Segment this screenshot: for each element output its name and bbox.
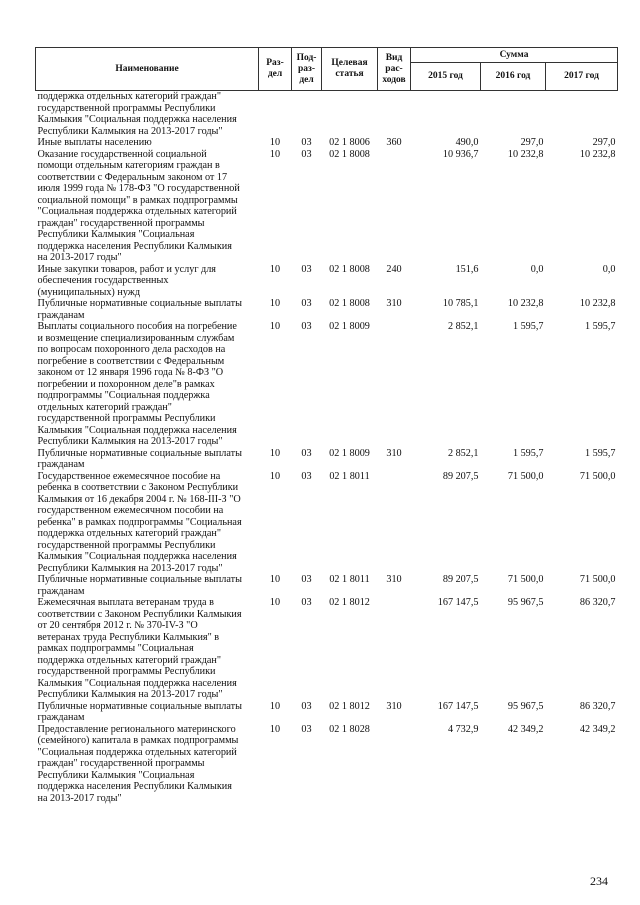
- row-sum-2015: [411, 91, 481, 138]
- row-razdel: 10: [269, 574, 281, 585]
- table-row: [36, 471, 618, 575]
- row-vid: [378, 321, 411, 448]
- row-sum-2017: 0,0: [602, 263, 616, 275]
- row-podrazdel: [292, 91, 322, 138]
- row-name: Оказание государственной социальной помощи отдельным категориям граждан в соответствии с Федеральным законом от 17 июля 1999 года № 178-ФЗ "О государственной социальной помощи" в рамках подпрограммы "Социальная поддержка отдельных категорий граждан" государственной программы Республики Калмыкия "Социальная поддержка населения Республики Калмыкия на 2013-2017 годы": [37, 148, 240, 263]
- row-name: Предоставление регионального материнского (семейного) капитала в рамках подпрограммы "Социальная поддержка отдельных категорий граждан" государственной программы Республики Калмыкия "Социальная поддержка населения Республики Калмыкия на 2013-2017 годы": [37, 723, 239, 804]
- row-sum-2015: 2 852,1: [447, 447, 479, 459]
- row-razdel: 10: [269, 263, 281, 275]
- row-target: 02 1 8009: [329, 447, 370, 459]
- table-row: [36, 137, 618, 149]
- row-name: поддержка отдельных категорий граждан" государственной программы Республики Калмыкия "Социальная поддержка населения Республики Калмыкия на 2013-2017 годы": [37, 91, 237, 137]
- table-row: [36, 91, 618, 138]
- row-sum-2015: 89 207,5: [442, 574, 479, 585]
- row-sum-2016: 0,0: [530, 263, 544, 275]
- row-razdel: 10: [269, 597, 281, 608]
- row-target: 02 1 8011: [329, 470, 370, 482]
- row-razdel: [259, 91, 292, 138]
- row-sum-2016: 95 967,5: [507, 597, 544, 608]
- row-sum-2016: 1 595,7: [512, 447, 544, 459]
- row-target: 02 1 8012: [329, 597, 370, 608]
- row-name: Выплаты социального пособия на погребение и возмещение специализированным службам по вопросам похоронного дела расходов на погребение в соответствии с Федеральным законом от 12 января 1996 года № 8-ФЗ "О погребении и похоронном деле"в рамках подпрограммы "Социальная поддержка отдельных категорий граждан" государственной программы Республики Калмыкия "Социальная поддержка населения Республики Калмыкия на 2013-2017 годы": [37, 321, 237, 447]
- row-sum-2017: 42 349,2: [579, 723, 616, 735]
- row-target: 02 1 8011: [329, 574, 370, 585]
- table-row: [36, 298, 618, 321]
- row-sum-2017: 1 595,7: [584, 321, 616, 332]
- row-sum-2017: 71 500,0: [579, 574, 616, 585]
- row-sum-2017: 297,0: [592, 137, 616, 148]
- row-sum-2015: 167 147,5: [437, 700, 479, 712]
- header-target-text: Целевая статья: [331, 58, 368, 79]
- row-name: Иные закупки товаров, работ и услуг для обеспечения государственных (муниципальных) нужд: [37, 263, 216, 298]
- row-vid: [378, 149, 411, 264]
- row-vid: [378, 597, 411, 701]
- row-podrazdel: 03: [301, 597, 312, 608]
- row-sum-2017: 1 595,7: [584, 447, 616, 459]
- row-podrazdel: 03: [301, 298, 312, 309]
- row-razdel: 10: [269, 470, 281, 482]
- budget-table: [35, 47, 618, 804]
- row-target: 02 1 8009: [329, 321, 370, 332]
- row-sum-2015: 10 785,1: [442, 298, 479, 309]
- header-razdel-text: Раз- дел: [266, 58, 284, 79]
- header-vid: [378, 48, 411, 91]
- row-sum-2017: 71 500,0: [579, 470, 616, 482]
- row-podrazdel: 03: [301, 137, 312, 148]
- table-row: [36, 149, 618, 264]
- row-razdel: 10: [269, 298, 281, 309]
- table-row: [36, 448, 618, 471]
- row-sum-2015: 151,6: [455, 263, 479, 275]
- row-sum-2016: 71 500,0: [507, 574, 544, 585]
- header-podrazdel: [292, 48, 322, 91]
- row-name: Ежемесячная выплата ветеранам труда в соответствии с Законом Республики Калмыкия от 20 сентября 2012 г. № 370-IV-З "О ветеранах труда Республики Калмыкия" в рамках подпрограммы "Социальная поддержка отдельных категорий граждан" государственной программы Республики Калмыкия "Социальная поддержка населения Республики Калмыкия на 2013-2017 годы": [37, 597, 242, 700]
- row-razdel: 10: [269, 723, 281, 735]
- row-name: Публичные нормативные социальные выплаты гражданам: [37, 298, 242, 321]
- row-razdel: 10: [269, 137, 281, 148]
- row-sum-2016: 10 232,8: [507, 298, 544, 309]
- header-vid-text: Вид рас- ходов: [382, 52, 406, 85]
- header-sum: Сумма: [411, 48, 618, 63]
- row-sum-2017: 10 232,8: [579, 148, 616, 160]
- header-podrazdel-text: Под- раз- дел: [296, 52, 317, 85]
- table-row: [36, 264, 618, 299]
- row-podrazdel: 03: [301, 470, 312, 482]
- row-name: Публичные нормативные социальные выплаты гражданам: [37, 574, 242, 597]
- row-razdel: 10: [269, 148, 281, 160]
- row-target: 02 1 8028: [329, 723, 370, 735]
- row-sum-2015: 167 147,5: [437, 597, 479, 608]
- row-vid: 310: [386, 447, 402, 459]
- row-sum-2016: 10 232,8: [507, 148, 544, 160]
- table-row: [36, 701, 618, 724]
- row-podrazdel: 03: [301, 263, 312, 275]
- table-body: [36, 91, 618, 805]
- row-razdel: 10: [269, 700, 281, 712]
- row-sum-2015: 4 732,9: [447, 723, 479, 735]
- row-podrazdel: 03: [301, 321, 312, 332]
- row-name: Государственное ежемесячное пособие на ребенка в соответствии с Законом Республики Калмыкия от 16 декабря 2004 г. № 168-III-З "О государственном ежемесячном пособии на ребенка" в рамках подпрограммы "Социальная поддержка отдельных категорий граждан" государственной программы Республики Калмыкия "Социальная поддержка населения Республики Калмыкия на 2013-2017 годы": [37, 470, 242, 574]
- row-sum-2015: 2 852,1: [447, 321, 479, 332]
- row-sum-2017: 86 320,7: [579, 597, 616, 608]
- row-vid: 360: [386, 137, 402, 148]
- table-row: [36, 597, 618, 701]
- row-vid: [378, 724, 411, 805]
- row-podrazdel: 03: [301, 700, 312, 712]
- row-podrazdel: 03: [301, 447, 312, 459]
- table-row: [36, 321, 618, 448]
- row-vid: 310: [386, 298, 402, 309]
- row-podrazdel: 03: [301, 574, 312, 585]
- row-target: 02 1 8008: [329, 148, 370, 160]
- page-number: 234: [590, 874, 608, 888]
- row-name: Иные выплаты населению: [37, 137, 152, 148]
- header-2015: 2015 год: [411, 63, 481, 91]
- header-2017: 2017 год: [546, 63, 618, 91]
- row-sum-2016: 71 500,0: [507, 470, 544, 482]
- row-sum-2017: [546, 91, 618, 138]
- row-name: Публичные нормативные социальные выплаты гражданам: [37, 700, 242, 723]
- row-sum-2016: [481, 91, 546, 138]
- row-name: Публичные нормативные социальные выплаты гражданам: [37, 447, 242, 470]
- row-sum-2016: 42 349,2: [507, 723, 544, 735]
- row-vid: 310: [386, 700, 402, 712]
- row-target: 02 1 8006: [329, 137, 370, 148]
- table-header: [36, 48, 618, 91]
- row-sum-2015: 10 936,7: [442, 148, 479, 160]
- row-target: 02 1 8008: [329, 298, 370, 309]
- row-podrazdel: 03: [301, 148, 312, 160]
- row-sum-2015: 89 207,5: [442, 470, 479, 482]
- row-sum-2017: 10 232,8: [579, 298, 616, 309]
- row-sum-2016: 95 967,5: [507, 700, 544, 712]
- row-vid: [378, 91, 411, 138]
- header-razdel: [259, 48, 292, 91]
- row-target: [322, 91, 378, 138]
- table-row: [36, 574, 618, 597]
- row-sum-2016: 1 595,7: [512, 321, 544, 332]
- row-target: 02 1 8012: [329, 700, 370, 712]
- header-2016: 2016 год: [481, 63, 546, 91]
- row-target: 02 1 8008: [329, 263, 370, 275]
- row-sum-2017: 86 320,7: [579, 700, 616, 712]
- row-razdel: 10: [269, 321, 281, 332]
- row-sum-2016: 297,0: [520, 137, 544, 148]
- row-podrazdel: 03: [301, 723, 312, 735]
- row-vid: 240: [386, 263, 402, 275]
- header-target: [322, 48, 378, 91]
- row-sum-2015: 490,0: [455, 137, 479, 148]
- table-row: [36, 724, 618, 805]
- header-name: Наименование: [36, 48, 259, 91]
- row-razdel: 10: [269, 447, 281, 459]
- row-vid: 310: [386, 574, 402, 585]
- row-vid: [378, 471, 411, 575]
